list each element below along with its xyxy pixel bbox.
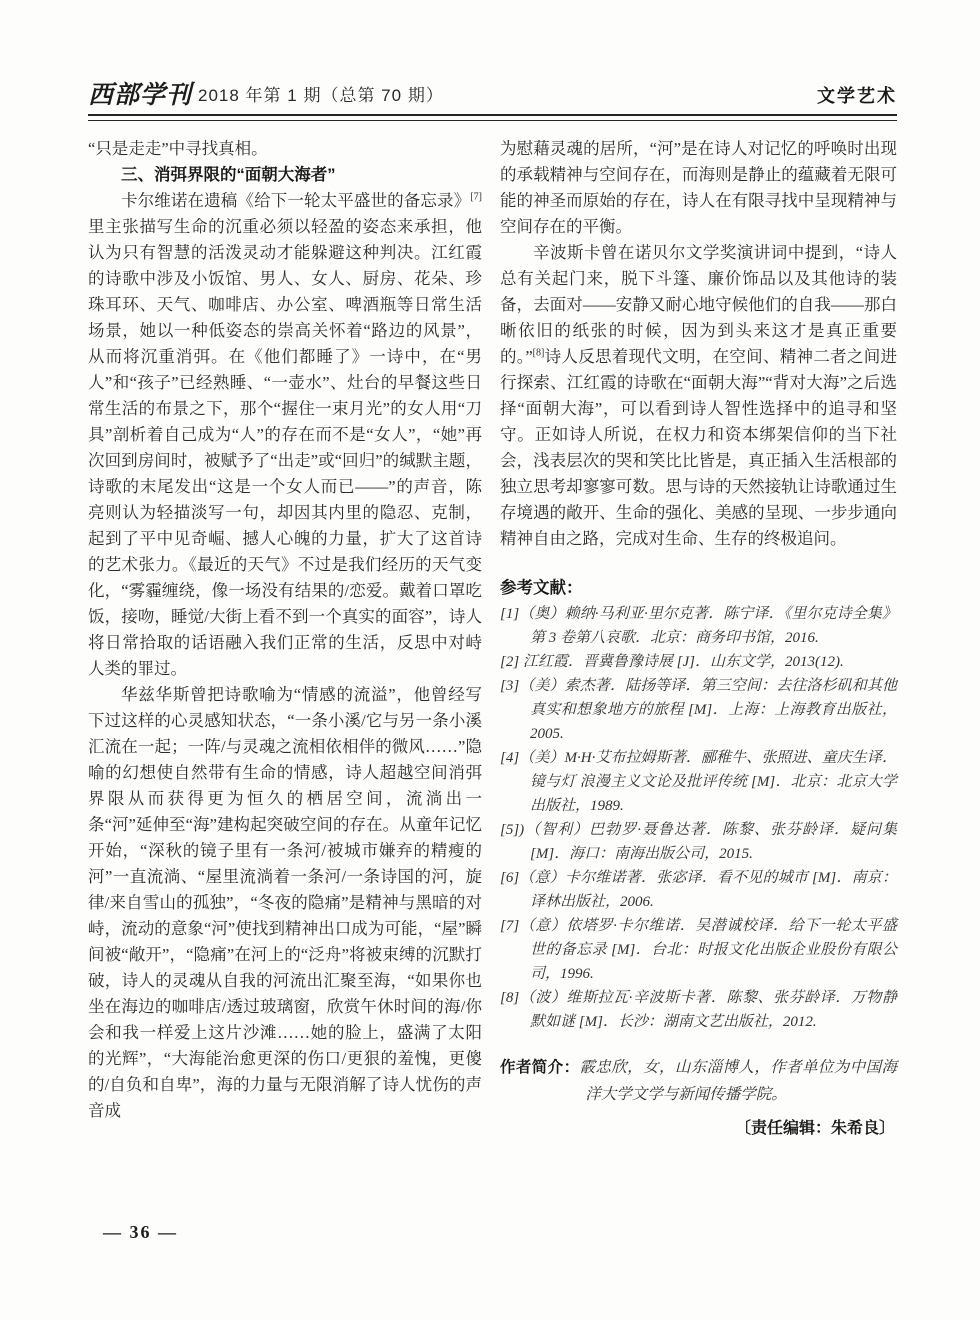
right-column: [500, 136, 897, 1142]
author-note-text: 霰忠欣，女，山东淄博人，作者单位为中国海洋大学文学与新闻传播学院。: [579, 1059, 897, 1103]
editor-note: 〔责任编辑：朱希良〕: [734, 1120, 895, 1137]
paragraph-wordsworth: 华兹华斯曾把诗歌喻为“情感的流溢”，他曾经写下过这样的心灵感知状态，“一条小溪/它与另一条小溪汇流在一起；一阵/与灵魂之流相依相伴的微风……”隐喻的幻想使自然带有生命的情感，诗人超越空间消弭界限从而获得更为恒久的栖居空间，流淌出一条“河”延伸至“海”建构起突破空间的存在。从童年记忆开始，“深秋的镜子里有一条河/被城市嫌弃的精瘦的河”一直流淌、“屋里流淌着一条河/一条诗国的河，旋律/来自雪山的孤独”，“冬夜的隐痛”是精神与黑暗的对峙，流动的意象“河”使找到精神出口成为可能，“屋”瞬间被“敞开”，“隐痛”在河上的“泛舟”将被束缚的沉默打破，诗人的灵魂从自我的河流出汇聚至海，“如果你也坐在海边的咖啡店/透过玻璃窗，欣赏午休时间的海/你会和我一样爱上这片沙滩……她的脸上，盛满了太阳的光辉”，“大海能治愈更深的伤口/更狠的羞愧，更傻的/自负和自卑”，海的力量与无限消解了诗人忧伤的声音成: [88, 685, 482, 1120]
references-heading: 参考文献：: [500, 579, 583, 597]
reference-item-4: [4]（美）M·H·艾布拉姆斯著．郦稚牛、张照进、童庆生译．镜与灯 浪漫主义文论及批评传统 [M]．北京：北京大学出版社，1989.: [500, 750, 897, 814]
author-note: [500, 1054, 897, 1108]
reference-item-3: [3]（美）索杰著．陆扬等译．第三空间：去往洛杉矶和其他真实和想象地方的旅程 [M]．上海：上海教育出版社，2005.: [500, 678, 897, 742]
section-label: 文学艺术: [817, 86, 897, 106]
references-section: [500, 574, 897, 1034]
citation-mark-8: [8]: [532, 347, 545, 359]
reference-item-7: [7]（意）依塔罗·卡尔维诺．吴潜诚校译．给下一轮太平盛世的备忘录 [M]．台北：时报文化出版企业股份有限公司，1996.: [500, 918, 897, 982]
paragraph-szymborska-rest: 诗人反思着现代文明，在空间、精神二者之间进行探索、江红霞的诗歌在“面朝大海”“背对大海”之后选择“面朝大海”，可以看到诗人智性选择中的追寻和坚守。正如诗人所说，在权力和资本绑架信仰的当下社会，浅表层次的哭和笑比比皆是，真正插入生活根部的独立思考却寥寥可数。思与诗的天然接轨让诗歌通过生存境遇的敞开、生命的强化、美感的呈现、一步步通向精神自由之路，完成对生命、生存的终极追问。: [500, 347, 898, 548]
paragraph-calvino: [88, 188, 482, 682]
issue-info: 2018 年第 1 期（总第 70 期）: [198, 86, 444, 105]
reference-item-2: [2] 江红霞．晋冀鲁豫诗展 [J]．山东文学，2013(12).: [500, 654, 844, 670]
paragraph-river-sea: 为慰藉灵魂的居所，“河”是在诗人对记忆的呼唤时出现的承载精神与空间存在，而海则是静止的蕴藏着无限可能的神圣而原始的存在，诗人在有限寻找中呈现精神与空间存在的平衡。: [500, 139, 897, 236]
reference-item-5: [5])（智利）巴勃罗·聂鲁达著．陈黎、张芬龄译．疑问集 [M]．海口：南海出版公司，2015.: [500, 822, 897, 862]
paragraph-calvino-rest: 里主张描写生命的沉重必须以轻盈的姿态来承担，他认为只有智慧的活泼灵动才能躲避这种判决。江红霞的诗歌中涉及小饭馆、男人、女人、厨房、花朵、珍珠耳环、天气、咖啡店、办公室、啤酒瓶等日常生活场景，她以一种低姿态的崇高关怀着“路边的风景”，从而将沉重消弭。在《他们都睡了》一诗中，在“男人”和“孩子”已经熟睡、“一壶水”、灶台的早餐这些日常生活的布景之下，那个“握住一束月光”的女人用“刀具”剖析着自己成为“人”的存在而不是“女人”，“她”再次回到房间时，被赋予了“出走”或“回归”的缄默主题，诗歌的末尾发出“这是一个女人而已——”的声音，陈亮则认为轻描淡写一句，却因其内里的隐忍、克制，起到了平中见奇崛、撼人心魄的力量，扩大了这首诗的艺术张力。《最近的天气》不过是我们经历的天气变化，“雾霾缠绕，像一场没有结果的/恋爱。戴着口罩吃饭，接吻，睡觉/大街上看不到一个真实的面容”，诗人将日常拾取的话语融入我们正常的生活，反思中对峙人类的罪过。: [88, 217, 482, 678]
paragraph-calvino-lead: 卡尔维诺在遗稿《给下一轮太平盛世的备忘录》: [121, 191, 471, 210]
citation-mark-7: [7]: [470, 191, 482, 203]
journal-logo: 西部学刊: [88, 80, 193, 109]
paragraph-continuation: “只是走走”中寻找真相。: [88, 139, 268, 158]
page-number: — 36 —: [103, 1222, 178, 1242]
reference-item-8: [8]（波）维斯拉瓦·辛波斯卡著．陈黎、张芬龄译．万物静默如谜 [M]．长沙：湖南文艺出版社，2012.: [500, 990, 897, 1030]
author-note-label: 作者简介：: [500, 1059, 580, 1076]
section-heading: 三、消弭界限的“面朝大海者”: [121, 166, 336, 184]
left-column: [88, 136, 482, 1124]
paragraph-szymborska: [500, 240, 897, 552]
header-double-rule: [88, 114, 897, 121]
reference-item-6: [6]（意）卡尔维诺著．张宓译．看不见的城市 [M]．南京：译林出版社，2006.: [500, 870, 897, 910]
reference-item-1: [1]（奥）赖纳·马利亚·里尔克著．陈宁译．《里尔克诗全集》第 3 卷第八哀歌．北京：商务印书馆，2016.: [500, 606, 897, 646]
header-left: [88, 82, 444, 107]
page-header: [88, 82, 897, 107]
paragraph-szymborska-lead: 辛波斯卡曾在诺贝尔文学奖演讲词中提到，“诗人总有关起门来，脱下斗篷、廉价饰品以及其他诗的装备，去面对——安静又耐心地守候他们的自我——那白晰依旧的纸张的时候，因为到头来这才是真正重要的。”: [500, 243, 897, 366]
